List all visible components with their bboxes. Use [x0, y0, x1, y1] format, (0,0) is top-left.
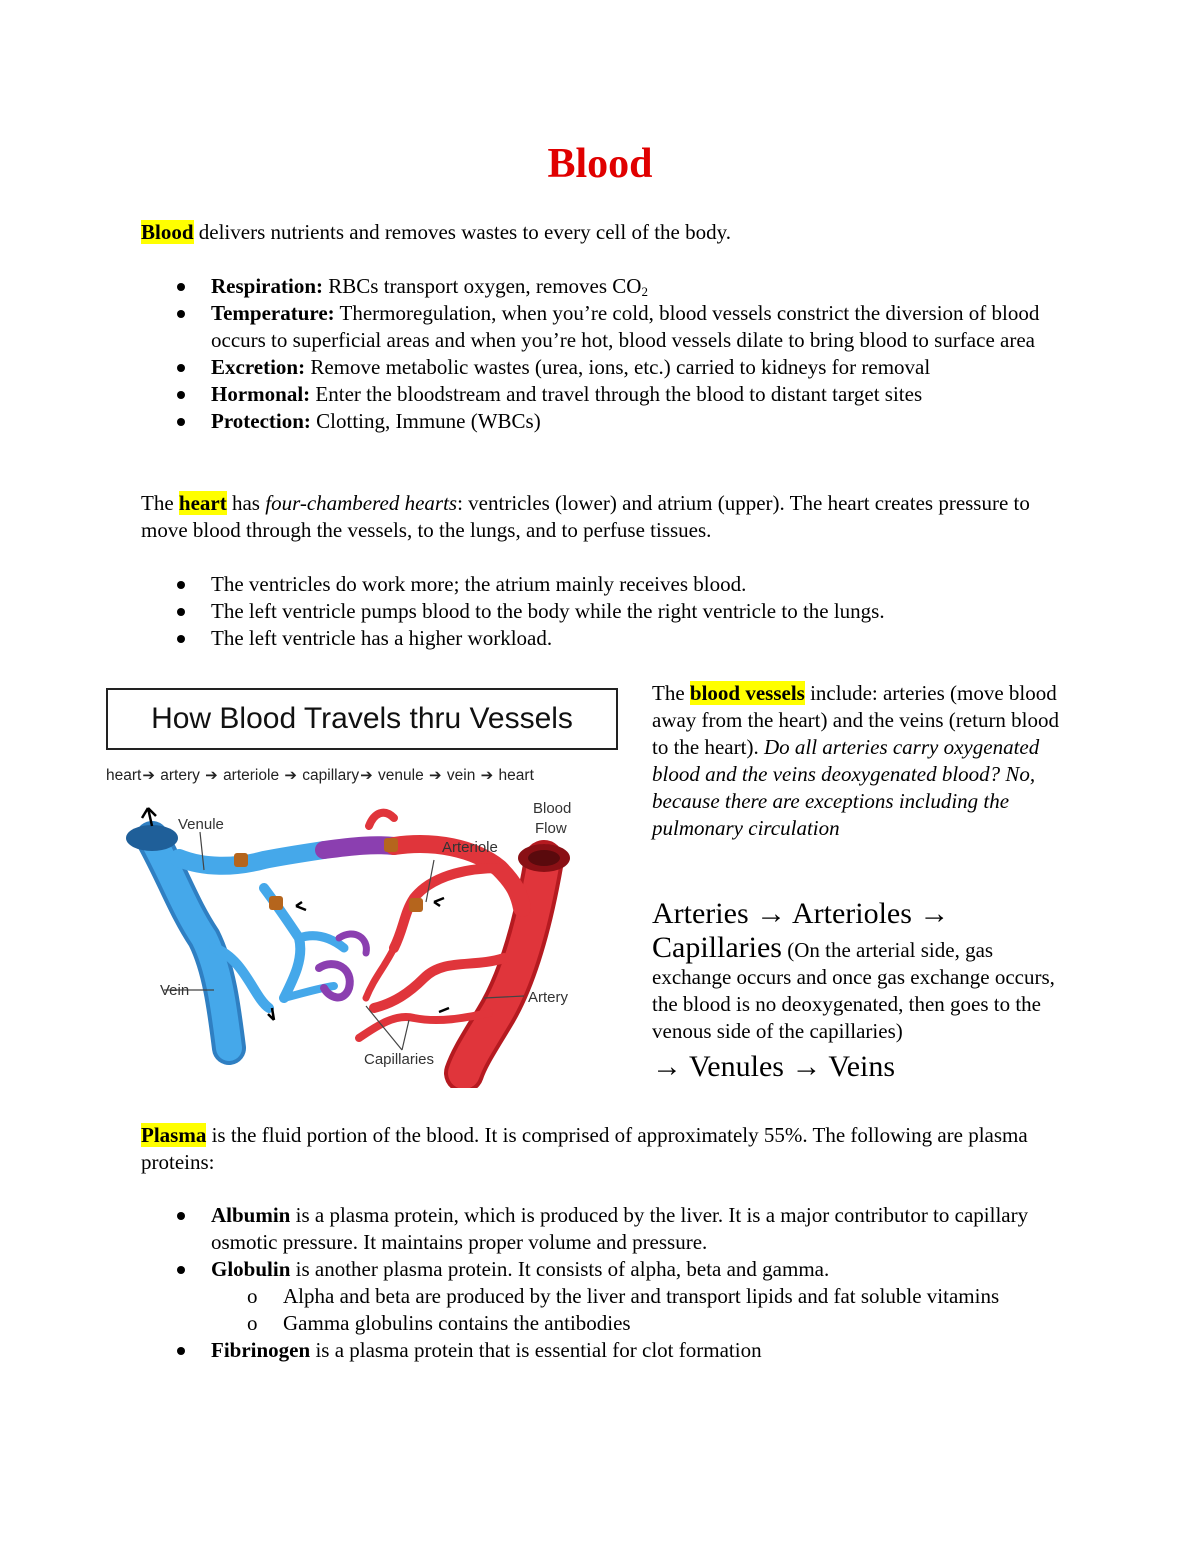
function-term: Respiration:	[211, 274, 323, 298]
sphincter	[409, 898, 423, 912]
flow-step: heart	[106, 767, 142, 784]
label-flow: Flow	[535, 820, 567, 837]
pathway-block	[652, 896, 1062, 1085]
flow-step: capillary	[302, 767, 360, 784]
flow-arrow-icon	[434, 898, 444, 906]
page-title: Blood	[547, 141, 653, 187]
list-item: The left ventricle pumps blood to the body while the right ventricle to the lungs.	[141, 598, 1071, 625]
function-term: Excretion:	[211, 355, 306, 379]
label-blood: Blood	[533, 800, 572, 817]
flow-step: venule	[378, 767, 424, 784]
functions-list	[141, 273, 1071, 435]
globulin-sublist	[211, 1283, 1071, 1337]
vessel-diagram	[104, 798, 624, 1088]
sub-list-item	[211, 1310, 1071, 1337]
arrow-icon: ➔	[205, 767, 218, 784]
function-text: Enter the bloodstream and travel through the blood to distant target sites	[310, 382, 923, 406]
circle-bullet-icon: o	[247, 1284, 258, 1308]
heart-italic: four-chambered hearts	[265, 491, 458, 515]
protein-text: is a plasma protein, which is produced by the liver. It is a major contributor to capillary osmotic pressure. It maintains proper volume and pressure.	[211, 1203, 1029, 1254]
pathway-cap-note: (On the arterial side, gas exchange occurs and once gas exchange occurs, the blood is no deoxygenated, then goes to the venous side of the capillaries)	[652, 938, 1055, 1043]
figure-title-box	[106, 688, 618, 750]
blood-vessels-figure	[104, 686, 628, 1090]
flow-step: artery	[160, 767, 200, 784]
arrow-icon: ➔	[480, 767, 494, 784]
highlight-blood: Blood	[141, 220, 194, 244]
flow-arrow-icon	[296, 902, 306, 910]
artery-lumen	[528, 850, 560, 866]
pathway-line1: Arteries → Arterioles →	[652, 897, 950, 930]
protein-text: is another plasma protein. It consists of alpha, beta and gamma.	[290, 1257, 830, 1281]
venule-opening	[126, 825, 178, 851]
label-capillaries: Capillaries	[364, 1051, 435, 1068]
list-item	[141, 273, 1071, 300]
list-item	[141, 300, 1071, 354]
plasma-paragraph	[141, 1122, 1061, 1176]
heart-post: : ventricles (lower) and atrium (upper). The heart creates pressure to move blood through the vessels, to the lungs, and to perfuse tissues.	[141, 491, 1030, 542]
label-artery: Artery	[528, 989, 569, 1006]
sphincter	[384, 838, 398, 852]
heart-mid: has	[226, 491, 266, 515]
subscript: 2	[641, 284, 648, 299]
flow-step: vein	[446, 767, 476, 784]
list-item: The ventricles do work more; the atrium mainly receives blood.	[141, 571, 1071, 598]
list-item	[141, 381, 1071, 408]
arrow-icon: ➔	[142, 767, 155, 784]
function-text: Thermoregulation, when you’re cold, blood vessels constrict the diversion of blood occurs to superficial areas and when you’re hot, blood vessels dilate to bring blood to surface area	[211, 301, 1040, 352]
vessels-pre: The	[652, 681, 690, 705]
pathway-cap: Capillaries	[652, 931, 782, 964]
sub-item-text: Alpha and beta are produced by the liver and transport lipids and fat soluble vitamins	[283, 1284, 1000, 1308]
pathway-end: → Venules → Veins	[652, 1050, 896, 1083]
intro-text: delivers nutrients and removes wastes to every cell of the body.	[193, 220, 732, 244]
flow-arrow-icon	[439, 1008, 449, 1012]
vein-network	[152, 838, 344, 1048]
arrow-icon: ➔	[429, 767, 442, 784]
arrow-icon: ➔	[360, 767, 373, 784]
vessels-text: include: arteries (move blood away from the heart) and the veins (return blood to the heart).	[652, 681, 1060, 759]
protein-term: Fibrinogen	[211, 1338, 311, 1362]
sub-item-text: Gamma globulins contains the antibodies	[283, 1311, 631, 1335]
heart-pre: The	[141, 491, 179, 515]
flow-step: heart	[498, 767, 534, 784]
vessels-italic: Do all arteries carry oxygenated blood and the veins deoxygenated blood? No, because there are exceptions including the pulmonary circulation	[652, 735, 1040, 840]
flow-step: arteriole	[223, 767, 280, 784]
label-vein: Vein	[160, 982, 190, 999]
protein-term: Albumin	[211, 1203, 291, 1227]
protein-term: Globulin	[211, 1257, 291, 1281]
capillary-transition	[319, 845, 394, 997]
list-item	[141, 1202, 1071, 1256]
intro-paragraph	[141, 219, 1061, 246]
flow-sequence	[106, 766, 630, 785]
sphincter	[269, 896, 283, 910]
list-item	[141, 408, 1071, 435]
list-item	[141, 1256, 1071, 1337]
protein-text: is a plasma protein that is essential for clot formation	[310, 1338, 762, 1362]
list-item: The left ventricle has a higher workload.	[141, 625, 1071, 652]
sphincter	[234, 853, 248, 867]
function-text: Remove metabolic wastes (urea, ions, etc.) carried to kidneys for removal	[305, 355, 931, 379]
list-item	[141, 354, 1071, 381]
heart-points-list	[141, 571, 1071, 652]
sub-list-item	[211, 1283, 1071, 1310]
plasma-text: is the fluid portion of the blood. It is comprised of approximately 55%. The following are plasma proteins:	[141, 1123, 1028, 1174]
highlight-blood-vessels: blood vessels	[689, 681, 805, 705]
list-item	[141, 1337, 1071, 1364]
label-venule: Venule	[178, 816, 224, 833]
heart-paragraph	[141, 490, 1061, 544]
function-text: RBCs transport oxygen, removes CO	[323, 274, 642, 298]
pathway-capillaries	[652, 931, 1062, 1045]
function-term: Protection:	[211, 409, 311, 433]
arrow-icon: ➔	[284, 767, 297, 784]
figure-title: How Blood Travels thru Vessels	[151, 702, 573, 735]
label-arteriole: Arteriole	[442, 839, 498, 856]
highlight-heart: heart	[178, 491, 227, 515]
function-text: Clotting, Immune (WBCs)	[310, 409, 541, 433]
function-term: Temperature:	[211, 301, 335, 325]
proteins-list	[141, 1202, 1071, 1364]
vessels-paragraph	[652, 680, 1062, 842]
function-term: Hormonal:	[211, 382, 311, 406]
highlight-plasma: Plasma	[141, 1123, 207, 1147]
circle-bullet-icon: o	[247, 1311, 258, 1335]
